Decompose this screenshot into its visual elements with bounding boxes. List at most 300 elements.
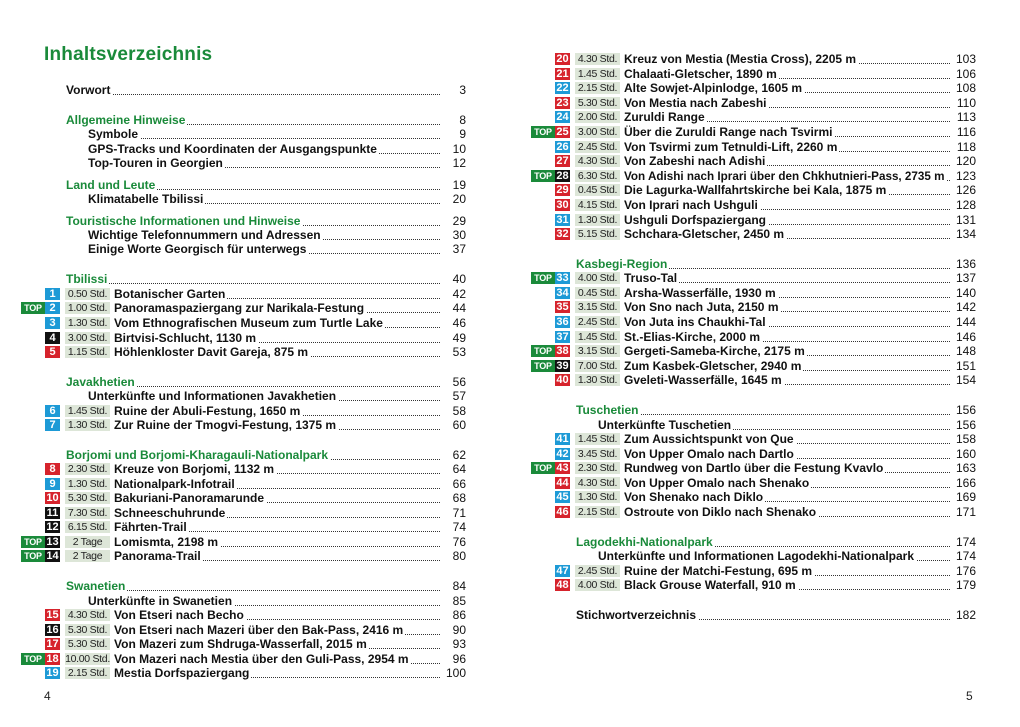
toc-entry-row xyxy=(624,490,976,504)
page-title: Inhaltsverzeichnis xyxy=(44,44,213,65)
tour-number-badge: 41 xyxy=(556,433,569,445)
duration-label: 2.15 Std. xyxy=(575,82,620,94)
toc-entry-row xyxy=(88,594,466,608)
toc-entry-row xyxy=(88,242,466,256)
toc-section-row xyxy=(66,214,466,228)
duration-label: 1.30 Std. xyxy=(65,419,110,431)
entry-title: Zuruldi Range xyxy=(624,110,705,124)
duration-label: 2.30 Std. xyxy=(575,462,620,474)
page-number-left: 4 xyxy=(44,689,51,703)
duration-label: 2 Tage xyxy=(65,536,110,548)
page-ref: 169 xyxy=(950,490,976,504)
right-page xyxy=(510,0,1020,727)
tour-number-badge: 7 xyxy=(45,419,60,431)
dot-leader xyxy=(88,138,440,139)
entry-title: Wichtige Telefonnummern und Adressen xyxy=(88,228,321,242)
tour-number-badge: 16 xyxy=(46,624,59,636)
entry-title: Von Upper Omalo nach Dartlo xyxy=(624,447,794,461)
page-ref: 30 xyxy=(440,228,466,242)
duration-label: 4.00 Std. xyxy=(575,579,620,591)
page-ref: 160 xyxy=(950,447,976,461)
duration-label: 5.15 Std. xyxy=(575,228,620,240)
top-tour-badge: TOP xyxy=(531,345,555,357)
entry-title: Top-Touren in Georgien xyxy=(88,156,223,170)
toc-entry-row xyxy=(624,213,976,227)
page-ref: 9 xyxy=(440,127,466,141)
tour-number-badge: 23 xyxy=(556,97,569,109)
toc-entry-row xyxy=(624,505,976,519)
tour-number-badge: 24 xyxy=(556,111,569,123)
entry-title: Stichwortverzeichnis xyxy=(576,608,697,622)
entry-title: Ruine der Abuli-Festung, 1650 m xyxy=(114,404,301,418)
section-title: Swanetien xyxy=(66,579,126,593)
tour-number-badge: 33 xyxy=(556,272,569,284)
tour-number-badge: 3 xyxy=(45,317,60,329)
toc-entry-row xyxy=(114,418,466,432)
toc-entry-row xyxy=(114,345,466,359)
tour-number-badge: 14 xyxy=(46,550,59,562)
entry-title: Gergeti-Sameba-Kirche, 2175 m xyxy=(624,344,805,358)
toc-entry-row xyxy=(624,227,976,241)
section-title: Kasbegi-Region xyxy=(576,257,668,271)
toc-entry-row xyxy=(624,344,976,358)
duration-label: 5.30 Std. xyxy=(65,492,110,504)
tour-number-badge: 44 xyxy=(556,477,569,489)
entry-title: Unterkünfte und Informationen Lagodekhi-Nationalpark xyxy=(598,549,915,563)
toc-entry-row xyxy=(114,301,466,315)
page-ref: 176 xyxy=(950,564,976,578)
tour-number-badge: 35 xyxy=(556,301,569,313)
tour-number-badge: 10 xyxy=(46,492,59,504)
toc-entry-row xyxy=(598,549,976,563)
duration-label: 1.45 Std. xyxy=(575,331,620,343)
page-ref: 60 xyxy=(440,418,466,432)
entry-title: Über die Zuruldi Range nach Tsvirmi xyxy=(624,125,833,139)
tour-number-badge: 40 xyxy=(556,374,569,386)
tour-number-badge: 26 xyxy=(556,141,569,153)
toc-entry-row xyxy=(624,271,976,285)
entry-title: Fährten-Trail xyxy=(114,520,187,534)
entry-title: Die Lagurka-Wallfahrtskirche bei Kala, 1875 m xyxy=(624,183,887,197)
page-ref: 96 xyxy=(440,652,466,666)
entry-title: Ruine der Matchi-Festung, 695 m xyxy=(624,564,813,578)
page-ref: 68 xyxy=(440,491,466,505)
page-ref: 103 xyxy=(950,52,976,66)
entry-title: Vorwort xyxy=(66,83,111,97)
toc-entry-row xyxy=(624,359,976,373)
toc-entry-row xyxy=(624,125,976,139)
tour-number-badge: 30 xyxy=(556,199,569,211)
toc-entry-row xyxy=(114,404,466,418)
toc-entry-row xyxy=(114,608,466,622)
page-ref: 131 xyxy=(950,213,976,227)
entry-title: Von Iprari nach Ushguli xyxy=(624,198,758,212)
entry-title: Bakuriani-Panoramarunde xyxy=(114,491,265,505)
entry-title: Von Zabeshi nach Adishi xyxy=(624,154,766,168)
duration-label: 1.30 Std. xyxy=(575,491,620,503)
duration-label: 4.30 Std. xyxy=(575,155,620,167)
page-ref: 90 xyxy=(440,623,466,637)
toc-entry-row xyxy=(114,316,466,330)
tour-number-badge: 15 xyxy=(46,609,59,621)
toc-entry-row xyxy=(624,96,976,110)
page-ref: 174 xyxy=(950,535,976,549)
duration-label: 3.00 Std. xyxy=(65,332,110,344)
entry-title: Arsha-Wasserfälle, 1930 m xyxy=(624,286,776,300)
entry-title: Mestia Dorfspaziergang xyxy=(114,666,250,680)
page-ref: 171 xyxy=(950,505,976,519)
page-ref: 57 xyxy=(440,389,466,403)
page-ref: 19 xyxy=(440,178,466,192)
entry-title: Höhlenkloster Davit Gareja, 875 m xyxy=(114,345,309,359)
tour-number-badge: 22 xyxy=(556,82,569,94)
entry-title: Panorama-Trail xyxy=(114,549,201,563)
tour-number-badge: 32 xyxy=(556,228,569,240)
toc-entry-row xyxy=(624,447,976,461)
tour-number-badge: 5 xyxy=(45,346,60,358)
toc-section-row xyxy=(576,403,976,417)
entry-title: Rundweg von Dartlo über die Festung Kvavlo xyxy=(624,461,884,475)
section-title: Tuschetien xyxy=(576,403,639,417)
duration-label: 7.00 Std. xyxy=(575,360,620,372)
page-ref: 116 xyxy=(950,125,976,139)
toc-section-row xyxy=(66,178,466,192)
tour-number-badge: 6 xyxy=(45,405,60,417)
page-ref: 113 xyxy=(950,110,976,124)
page-ref: 110 xyxy=(950,96,976,110)
section-title: Borjomi und Borjomi-Kharagauli-Nationalpark xyxy=(66,448,329,462)
entry-title: Ostroute von Diklo nach Shenako xyxy=(624,505,817,519)
page-ref: 84 xyxy=(440,579,466,593)
entry-title: Klimatabelle Tbilissi xyxy=(88,192,204,206)
entry-title: Kreuze von Borjomi, 1132 m xyxy=(114,462,275,476)
duration-label: 1.30 Std. xyxy=(575,374,620,386)
toc-entry-row xyxy=(624,183,976,197)
toc-entry-row xyxy=(624,432,976,446)
tour-number-badge: 38 xyxy=(556,345,569,357)
entry-title: Von Mestia nach Zabeshi xyxy=(624,96,767,110)
toc-entry-row xyxy=(114,535,466,549)
toc-entry-row xyxy=(624,578,976,592)
entry-title: Symbole xyxy=(88,127,139,141)
tour-number-badge: 19 xyxy=(46,667,59,679)
dot-leader xyxy=(66,94,440,95)
entry-title: Von Etseri nach Mazeri über den Bak-Pass, 2416 m xyxy=(114,623,404,637)
duration-label: 3.15 Std. xyxy=(575,345,620,357)
tour-number-badge: 36 xyxy=(556,316,569,328)
toc-entry-row xyxy=(624,198,976,212)
page-ref: 66 xyxy=(440,477,466,491)
entry-title: Von Juta ins Chaukhi-Tal xyxy=(624,315,766,329)
toc-entry-row xyxy=(114,637,466,651)
duration-label: 1.15 Std. xyxy=(65,346,110,358)
page-ref: 123 xyxy=(950,169,976,183)
toc-entry-row xyxy=(114,331,466,345)
entry-title: Von Mazeri nach Mestia über den Guli-Pass, 2954 m xyxy=(114,652,409,666)
entry-title: Von Tsvirmi zum Tetnuldi-Lift, 2260 m xyxy=(624,140,838,154)
tour-number-badge: 39 xyxy=(556,360,569,372)
toc-entry-row xyxy=(624,81,976,95)
toc-entry-row xyxy=(114,623,466,637)
top-tour-badge: TOP xyxy=(531,462,555,474)
entry-title: Zum Aussichtspunkt von Que xyxy=(624,432,794,446)
duration-label: 4.30 Std. xyxy=(65,609,110,621)
page-ref: 156 xyxy=(950,418,976,432)
page-ref: 140 xyxy=(950,286,976,300)
duration-label: 3.00 Std. xyxy=(575,126,620,138)
page-ref: 44 xyxy=(440,301,466,315)
toc-entry-row xyxy=(624,52,976,66)
dot-leader xyxy=(66,283,440,284)
page-ref: 100 xyxy=(440,666,466,680)
entry-title: Von Etseri nach Becho xyxy=(114,608,244,622)
page-ref: 29 xyxy=(440,214,466,228)
entry-title: Unterkünfte in Swanetien xyxy=(88,594,233,608)
page-ref: 137 xyxy=(950,271,976,285)
entry-title: Black Grouse Waterfall, 910 m xyxy=(624,578,796,592)
entry-title: Panoramaspaziergang zur Narikala-Festung xyxy=(114,301,365,315)
duration-label: 0.45 Std. xyxy=(575,184,620,196)
entry-title: Schchara-Gletscher, 2450 m xyxy=(624,227,785,241)
entry-title: Schneeschuhrunde xyxy=(114,506,226,520)
tour-number-badge: 4 xyxy=(45,332,60,344)
page-ref: 42 xyxy=(440,287,466,301)
duration-label: 4.15 Std. xyxy=(575,199,620,211)
page-ref: 12 xyxy=(440,156,466,170)
section-title: Land und Leute xyxy=(66,178,156,192)
entry-title: Birtvisi-Schlucht, 1130 m xyxy=(114,331,257,345)
page-ref: 118 xyxy=(950,140,976,154)
page-ref: 108 xyxy=(950,81,976,95)
toc-entry-row xyxy=(114,652,466,666)
page-ref: 174 xyxy=(950,549,976,563)
toc-entry-row xyxy=(624,300,976,314)
toc-entry-row xyxy=(88,228,466,242)
toc-entry-row xyxy=(624,461,976,475)
toc-entry-row xyxy=(624,330,976,344)
duration-label: 3.45 Std. xyxy=(575,448,620,460)
duration-label: 2.15 Std. xyxy=(65,667,110,679)
entry-title: Lomismta, 2198 m xyxy=(114,535,219,549)
duration-label: 1.30 Std. xyxy=(575,214,620,226)
toc-entry-row xyxy=(114,477,466,491)
toc-entry-row xyxy=(114,666,466,680)
toc-section-row xyxy=(66,375,466,389)
duration-label: 0.50 Std. xyxy=(65,288,110,300)
toc-entry-row xyxy=(624,140,976,154)
toc-entry-row xyxy=(114,462,466,476)
top-tour-badge: TOP xyxy=(21,550,45,562)
section-title: Lagodekhi-Nationalpark xyxy=(576,535,713,549)
page-ref: 62 xyxy=(440,448,466,462)
entry-title: Von Adishi nach Iprari über den Chkhutnieri-Pass, 2735 m xyxy=(624,169,945,183)
entry-title: Gveleti-Wasserfälle, 1645 m xyxy=(624,373,782,387)
top-tour-badge: TOP xyxy=(531,170,555,182)
duration-label: 4.30 Std. xyxy=(575,53,620,65)
toc-entry-row xyxy=(88,142,466,156)
page-ref: 142 xyxy=(950,300,976,314)
toc-section-row xyxy=(66,579,466,593)
top-tour-badge: TOP xyxy=(531,272,555,284)
toc-entry-row xyxy=(624,67,976,81)
page-ref: 158 xyxy=(950,432,976,446)
page-ref: 126 xyxy=(950,183,976,197)
page-ref: 120 xyxy=(950,154,976,168)
entry-title: Von Upper Omalo nach Shenako xyxy=(624,476,810,490)
toc-entry-row xyxy=(576,608,976,622)
entry-title: Von Sno nach Juta, 2150 m xyxy=(624,300,779,314)
tour-number-badge: 20 xyxy=(556,53,569,65)
tour-number-badge: 21 xyxy=(556,68,569,80)
duration-label: 10.00 Std. xyxy=(65,653,110,665)
toc-entry-row xyxy=(598,418,976,432)
toc-entry-row xyxy=(88,192,466,206)
duration-label: 5.30 Std. xyxy=(65,624,110,636)
duration-label: 2 Tage xyxy=(65,550,110,562)
tour-number-badge: 11 xyxy=(46,507,59,519)
entry-title: GPS-Tracks und Koordinaten der Ausgangspunkte xyxy=(88,142,377,156)
toc-entry-row xyxy=(114,491,466,505)
page-ref: 74 xyxy=(440,520,466,534)
section-title: Javakhetien xyxy=(66,375,135,389)
tour-number-badge: 13 xyxy=(46,536,59,548)
tour-number-badge: 34 xyxy=(556,287,569,299)
tour-number-badge: 27 xyxy=(556,155,569,167)
entry-title: Botanischer Garten xyxy=(114,287,226,301)
entry-title: Ushguli Dorfspaziergang xyxy=(624,213,767,227)
page-ref: 86 xyxy=(440,608,466,622)
entry-title: Von Mazeri zum Shdruga-Wasserfall, 2015 m xyxy=(114,637,367,651)
page-ref: 53 xyxy=(440,345,466,359)
duration-label: 6.15 Std. xyxy=(65,521,110,533)
toc-entry-row xyxy=(66,83,466,97)
page-ref: 64 xyxy=(440,462,466,476)
duration-label: 1.45 Std. xyxy=(575,68,620,80)
toc-section-row xyxy=(576,257,976,271)
toc-entry-row xyxy=(114,287,466,301)
toc-entry-row xyxy=(624,154,976,168)
top-tour-badge: TOP xyxy=(531,126,555,138)
tour-number-badge: 42 xyxy=(556,448,569,460)
section-title: Allgemeine Hinweise xyxy=(66,113,186,127)
duration-label: 3.15 Std. xyxy=(575,301,620,313)
duration-label: 4.00 Std. xyxy=(575,272,620,284)
page-ref: 134 xyxy=(950,227,976,241)
entry-title: Von Shenako nach Diklo xyxy=(624,490,764,504)
duration-label: 1.30 Std. xyxy=(65,317,110,329)
section-title: Tbilissi xyxy=(66,272,108,286)
tour-number-badge: 47 xyxy=(556,565,569,577)
toc-entry-row xyxy=(114,549,466,563)
entry-title: Einige Worte Georgisch für unterwegs xyxy=(88,242,307,256)
page-ref: 148 xyxy=(950,344,976,358)
page-ref: 71 xyxy=(440,506,466,520)
page-ref: 85 xyxy=(440,594,466,608)
entry-title: Chalaati-Gletscher, 1890 m xyxy=(624,67,777,81)
page-ref: 182 xyxy=(950,608,976,622)
page-ref: 151 xyxy=(950,359,976,373)
duration-label: 7.30 Std. xyxy=(65,507,110,519)
top-tour-badge: TOP xyxy=(21,653,45,665)
duration-label: 2.15 Std. xyxy=(575,506,620,518)
page-ref: 76 xyxy=(440,535,466,549)
tour-number-badge: 48 xyxy=(556,579,569,591)
page-ref: 136 xyxy=(950,257,976,271)
duration-label: 5.30 Std. xyxy=(575,97,620,109)
top-tour-badge: TOP xyxy=(531,360,555,372)
toc-entry-row xyxy=(88,127,466,141)
duration-label: 1.30 Std. xyxy=(65,478,110,490)
page-ref: 58 xyxy=(440,404,466,418)
tour-number-badge: 28 xyxy=(556,170,569,182)
tour-number-badge: 29 xyxy=(556,184,569,196)
toc-entry-row xyxy=(624,564,976,578)
tour-number-badge: 2 xyxy=(45,302,60,314)
page-ref: 154 xyxy=(950,373,976,387)
toc-section-row xyxy=(66,272,466,286)
duration-label: 1.45 Std. xyxy=(575,433,620,445)
toc-section-row xyxy=(66,113,466,127)
page-ref: 10 xyxy=(440,142,466,156)
tour-number-badge: 12 xyxy=(46,521,59,533)
toc-entry-row xyxy=(88,156,466,170)
page-ref: 106 xyxy=(950,67,976,81)
duration-label: 2.00 Std. xyxy=(575,111,620,123)
entry-title: Nationalpark-Infotrail xyxy=(114,477,235,491)
page-ref: 166 xyxy=(950,476,976,490)
section-title: Touristische Informationen und Hinweise xyxy=(66,214,301,228)
tour-number-badge: 18 xyxy=(46,653,59,665)
tour-number-badge: 1 xyxy=(45,288,60,300)
page-ref: 128 xyxy=(950,198,976,212)
duration-label: 2.30 Std. xyxy=(65,463,110,475)
toc-entry-row xyxy=(114,520,466,534)
toc-entry-row xyxy=(114,506,466,520)
toc-section-row xyxy=(576,535,976,549)
page-ref: 93 xyxy=(440,637,466,651)
toc-entry-row xyxy=(624,286,976,300)
entry-title: St.-Elias-Kirche, 2000 m xyxy=(624,330,761,344)
toc-entry-row xyxy=(624,476,976,490)
tour-number-badge: 17 xyxy=(46,638,59,650)
tour-number-badge: 8 xyxy=(45,463,60,475)
duration-label: 0.45 Std. xyxy=(575,287,620,299)
page-number-right: 5 xyxy=(966,689,973,703)
duration-label: 1.00 Std. xyxy=(65,302,110,314)
top-tour-badge: TOP xyxy=(21,536,45,548)
tour-number-badge: 31 xyxy=(556,214,569,226)
page-ref: 144 xyxy=(950,315,976,329)
page-ref: 163 xyxy=(950,461,976,475)
duration-label: 4.30 Std. xyxy=(575,477,620,489)
entry-title: Unterkünfte und Informationen Javakhetien xyxy=(88,389,337,403)
toc-entry-row xyxy=(624,373,976,387)
toc-entry-row xyxy=(624,169,976,183)
page-ref: 46 xyxy=(440,316,466,330)
tour-number-badge: 45 xyxy=(556,491,569,503)
page-ref: 37 xyxy=(440,242,466,256)
toc-entry-row xyxy=(624,110,976,124)
top-tour-badge: TOP xyxy=(21,302,45,314)
duration-label: 2.45 Std. xyxy=(575,141,620,153)
entry-title: Alte Sowjet-Alpinlodge, 1605 m xyxy=(624,81,803,95)
page-ref: 8 xyxy=(440,113,466,127)
page-ref: 56 xyxy=(440,375,466,389)
tour-number-badge: 46 xyxy=(556,506,569,518)
entry-title: Zum Kasbek-Gletscher, 2940 m xyxy=(624,359,802,373)
tour-number-badge: 37 xyxy=(556,331,569,343)
toc-section-row xyxy=(66,448,466,462)
